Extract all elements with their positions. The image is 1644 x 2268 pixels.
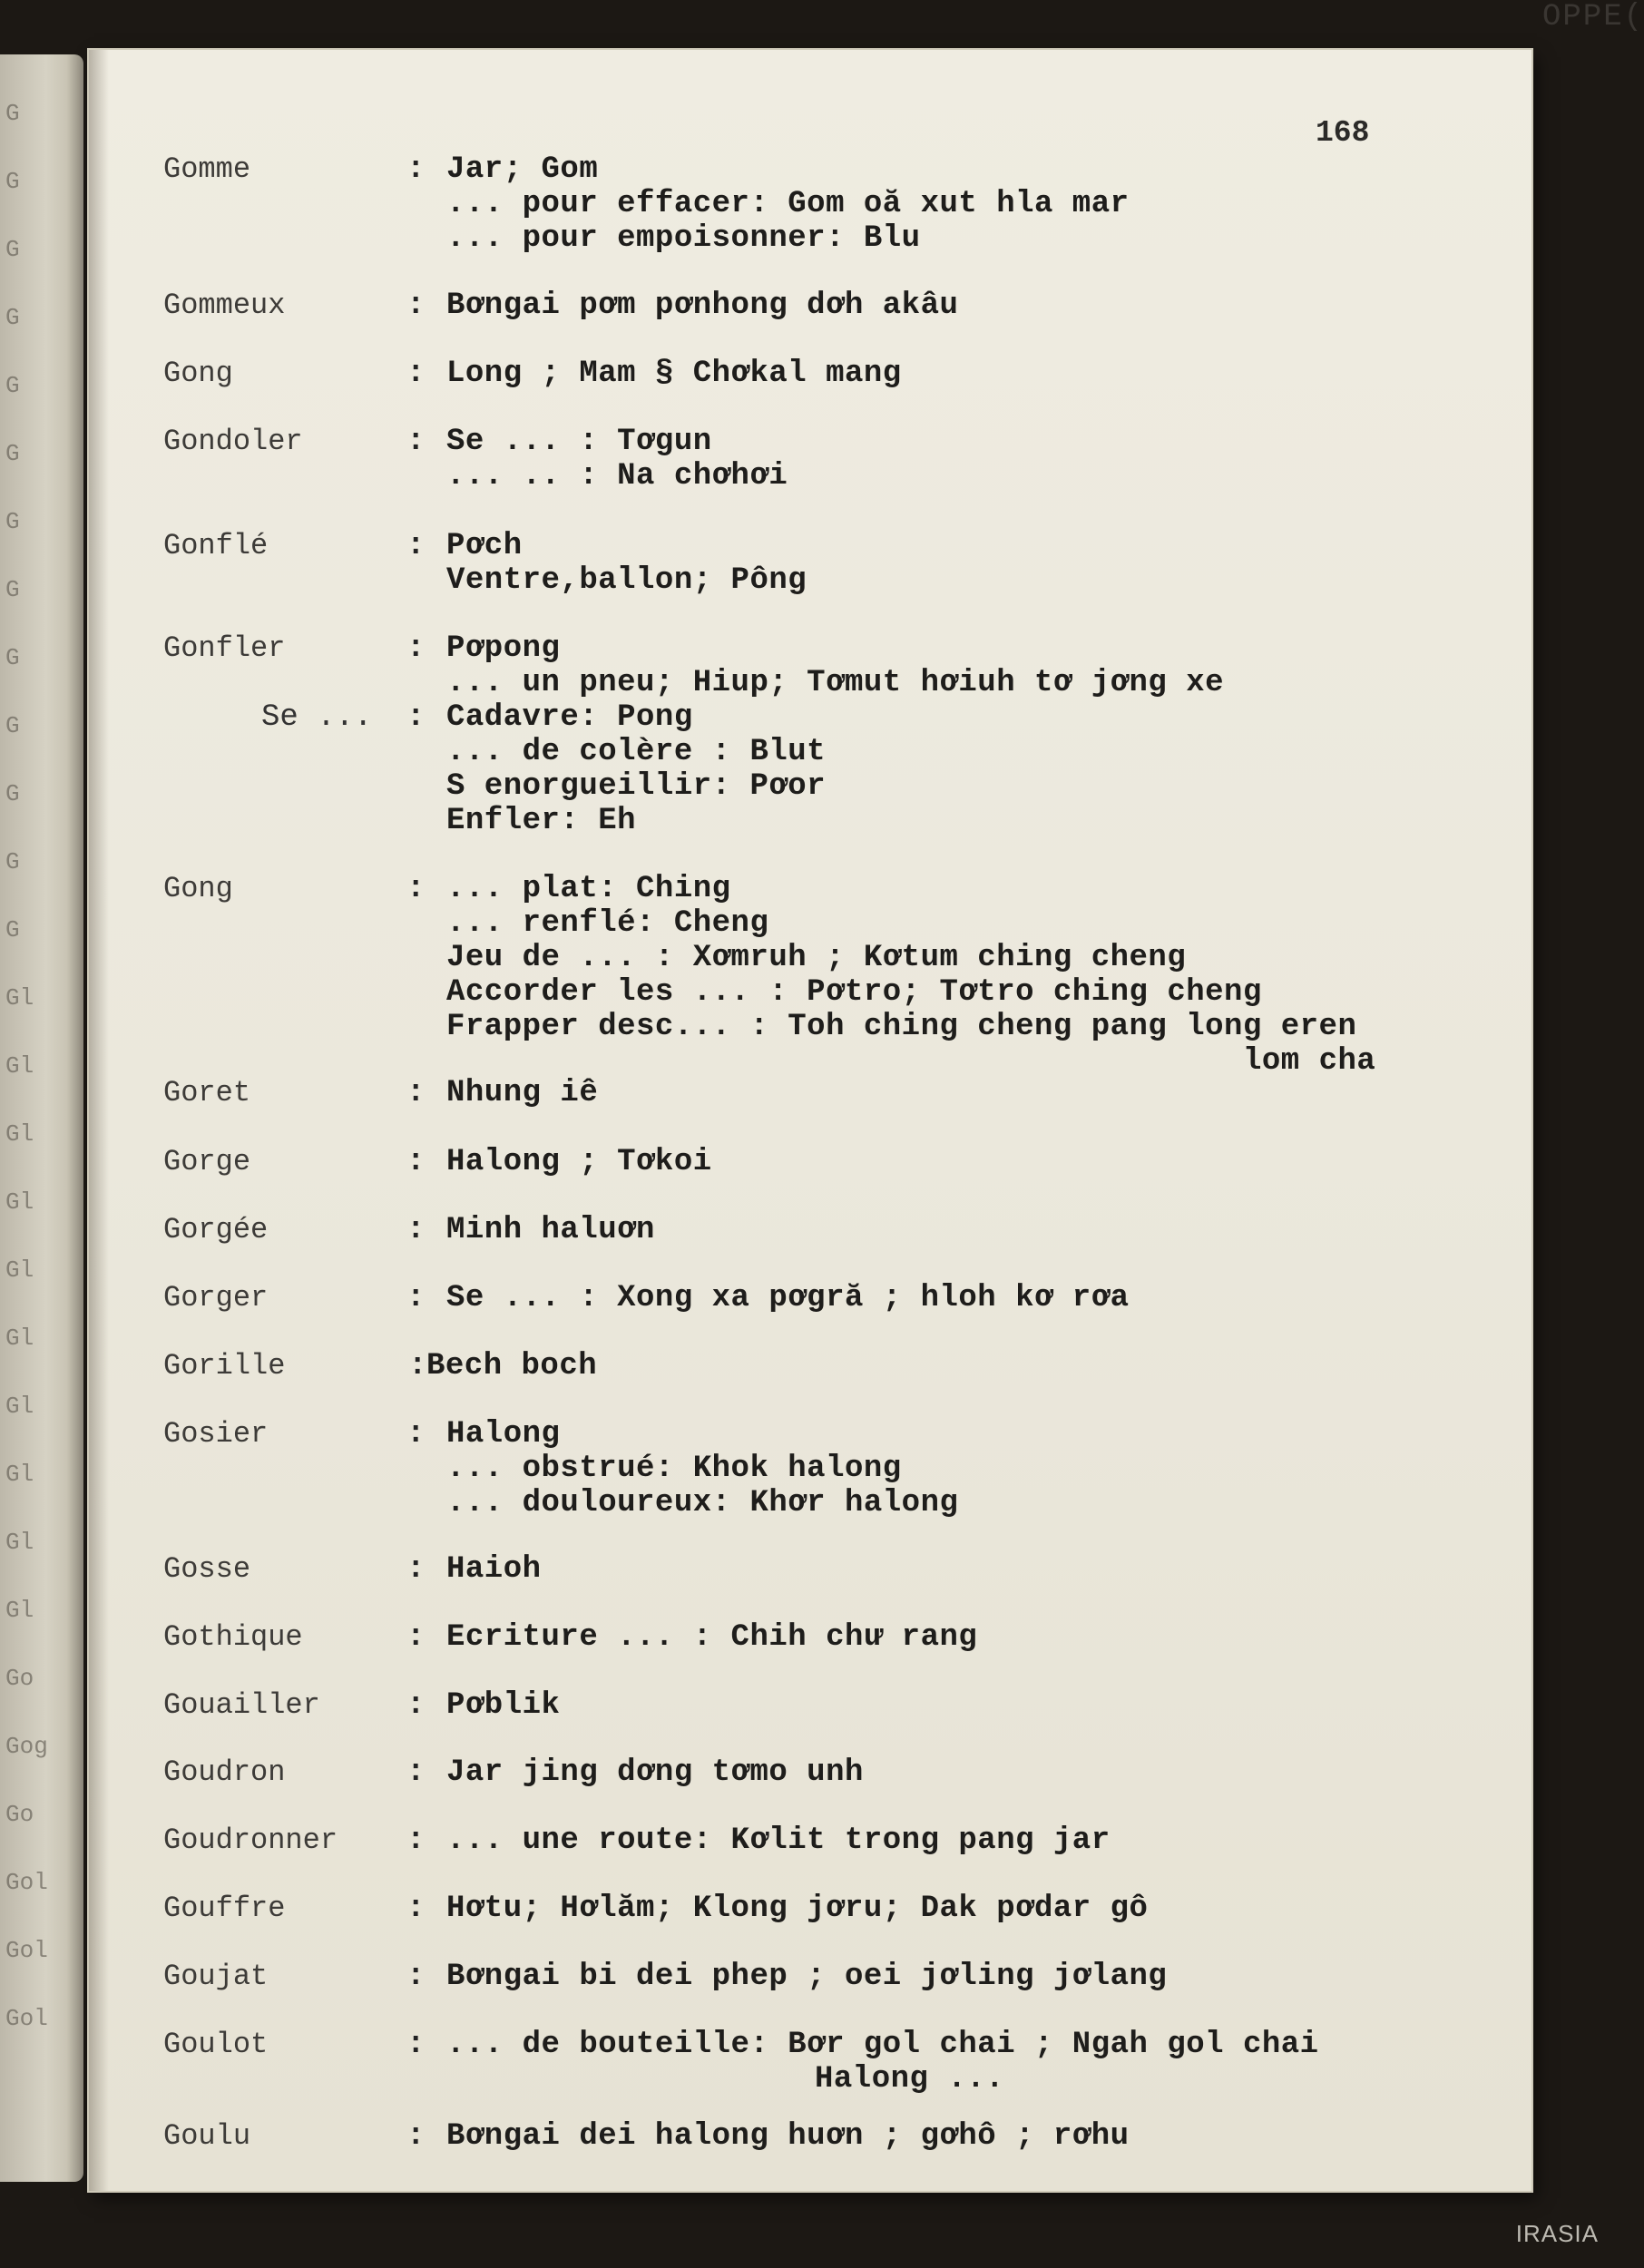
headword: Gonfler [163, 631, 286, 665]
definition-continuation: Frapper desc... : Toh ching cheng pang long eren [446, 1010, 1357, 1044]
definition-line: Se ... : Tơgun [446, 425, 712, 459]
definition-line: Pơch [446, 529, 523, 563]
entry-colon: : [406, 1213, 426, 1247]
headword: Gouffre [163, 1892, 286, 1925]
definition-line: Long ; Mam § Chơkal mang [446, 357, 902, 391]
bleed-through-text: Gol [5, 1937, 48, 1964]
definition-line: Haioh [446, 1552, 542, 1587]
definition-line: Se ... : Xong xa pơgră ; hloh kơ rơa [446, 1281, 1130, 1315]
definition-line: Ecriture ... : Chih chư rang [446, 1620, 978, 1655]
bleed-through-text: Go [5, 1801, 34, 1828]
bleed-through-text: G [5, 508, 20, 535]
bleed-through-text: Gol [5, 1869, 48, 1896]
sub-headword: Se ... [261, 700, 373, 735]
definition-line: Minh haluơn [446, 1213, 655, 1247]
definition-line: Jar; Gom [446, 152, 599, 187]
entry-colon: : [406, 700, 426, 735]
entry-colon: : [406, 1892, 426, 1926]
headword: Gouailler [163, 1688, 320, 1722]
bleed-through-text: G [5, 168, 20, 195]
headword: Gorgée [163, 1213, 269, 1246]
entry-colon: : [406, 2028, 426, 2062]
definition-continuation: Accorder les ... : Pơtro; Tơtro ching cheng [446, 975, 1262, 1010]
headword: Goulot [163, 2028, 269, 2061]
definition-line: Halong [446, 1417, 561, 1452]
bleed-through-text: Gl [5, 1120, 34, 1148]
headword: Gong [163, 357, 233, 390]
bleed-through-text: G [5, 440, 20, 467]
headword: Gong [163, 872, 233, 905]
page-number: 168 [1316, 116, 1370, 150]
definition-line: Jar jing dơng tơmo unh [446, 1755, 864, 1790]
definition-continuation: ... .. : Na chơhơi [446, 459, 788, 494]
headword: Gommeux [163, 288, 286, 322]
bleed-through-text: G [5, 372, 20, 399]
bleed-through-text: Gl [5, 1256, 34, 1284]
bleed-through-text: Gl [5, 1597, 34, 1624]
headword: Gondoler [163, 425, 303, 458]
bleed-through-text: Gl [5, 1325, 34, 1352]
entry-colon: : [406, 1620, 426, 1655]
definition-continuation: ... obstrué: Khok halong [446, 1452, 902, 1486]
bleed-through-text: Gl [5, 1188, 34, 1216]
definition-continuation: ... pour empoisonner: Blu [446, 221, 921, 256]
definition-line: Bơngai pơm pơnhong dơh akâu [446, 288, 959, 323]
headword: Gorille [163, 1349, 286, 1383]
headword: Goudron [163, 1755, 286, 1789]
definition-continuation: ... de colère : Blut [446, 735, 827, 769]
definition-continuation: ... un pneu; Hiup; Tơmut hơiuh tơ jơng xe [446, 666, 1225, 700]
watermark: IRASIA [1515, 2220, 1599, 2247]
definition-line: Nhung iê [446, 1076, 599, 1110]
headword: Goujat [163, 1960, 269, 1993]
bleed-through-text: G [5, 916, 20, 943]
bleed-through-text: G [5, 780, 20, 807]
bleed-through-text: G [5, 576, 20, 603]
headword: Gorge [163, 1145, 251, 1178]
entry-colon: : [406, 357, 426, 391]
bleed-through-text: G [5, 304, 20, 331]
definition-continuation: ... pour effacer: Gom oă xut hla mar [446, 187, 1130, 221]
entry-colon: : [406, 1960, 426, 1994]
definition-line: Pơblik [446, 1688, 561, 1723]
bleed-through-text: Gl [5, 1461, 34, 1488]
definition-line: Bơngai dei halong huơn ; gơhô ; rơhu [446, 2119, 1130, 2154]
definition-line: Pơpong [446, 631, 561, 666]
definition-line: Halong ; Tơkoi [446, 1145, 712, 1179]
definition-continuation: S enorgueillir: Pơor [446, 769, 827, 804]
definition-continuation: ... douloureux: Khơr halong [446, 1486, 959, 1520]
definition-line: ... une route: Kơlit trong pang jar [446, 1823, 1111, 1858]
entry-colon: : [408, 1349, 427, 1383]
entry-colon: : [406, 1823, 426, 1858]
bleed-through-text: Gl [5, 1052, 34, 1080]
headword: Gorger [163, 1281, 269, 1315]
entry-colon: : [406, 1552, 426, 1587]
bleed-through-text: G [5, 712, 20, 739]
entry-colon: : [406, 425, 426, 459]
definition-line: Bơngai bi dei phep ; oei jơling jơlang [446, 1960, 1168, 1994]
entry-colon: : [406, 1755, 426, 1790]
definition-continuation: Halong ... [815, 2062, 1005, 2097]
headword: Goulu [163, 2119, 251, 2153]
headword: Gonflé [163, 529, 269, 562]
definition-continuation: Jeu de ... : Xơmruh ; Kơtum ching cheng [446, 941, 1187, 975]
bleed-through-text: Gog [5, 1733, 48, 1760]
bleed-through-text: Gl [5, 984, 34, 1012]
corner-text: OPPE( [1542, 0, 1644, 34]
bleed-through-text: G [5, 644, 20, 671]
headword: Gosse [163, 1552, 251, 1586]
entry-colon: : [406, 1145, 426, 1179]
definition-continuation: lom cha [1243, 1044, 1376, 1079]
bleed-through-text: Go [5, 1665, 34, 1692]
entry-colon: : [406, 872, 426, 906]
entry-colon: : [406, 1417, 426, 1452]
definition-continuation: ... renflé: Cheng [446, 906, 769, 941]
entry-colon: : [406, 529, 426, 563]
entry-colon: : [406, 1281, 426, 1315]
entry-colon: : [406, 1688, 426, 1723]
entry-colon: : [406, 1076, 426, 1110]
definition-line: Hơtu; Hơlăm; Klong jơru; Dak pơdar gô [446, 1892, 1149, 1926]
bleed-through-text: Gol [5, 2005, 48, 2032]
definition-line: ... de bouteille: Bơr gol chai ; Ngah gol chai [446, 2028, 1319, 2062]
bleed-through-text: Gl [5, 1393, 34, 1420]
definition-continuation: Ventre,ballon; Pông [446, 563, 807, 598]
entry-colon: : [406, 2119, 426, 2154]
headword: Gothique [163, 1620, 303, 1654]
definition-line: Bech boch [426, 1349, 598, 1383]
bleed-through-text: G [5, 236, 20, 263]
headword: Gosier [163, 1417, 269, 1451]
definition-line: Cadavre: Pong [446, 700, 693, 735]
entry-colon: : [406, 631, 426, 666]
headword: Goudronner [163, 1823, 338, 1857]
definition-line: ... plat: Ching [446, 872, 731, 906]
bleed-through-text: G [5, 100, 20, 127]
headword: Goret [163, 1076, 251, 1110]
definition-continuation: Enfler: Eh [446, 804, 637, 838]
bleed-through-text: G [5, 848, 20, 875]
entry-colon: : [406, 152, 426, 187]
entry-colon: : [406, 288, 426, 323]
headword: Gomme [163, 152, 251, 186]
bleed-through-text: Gl [5, 1529, 34, 1556]
